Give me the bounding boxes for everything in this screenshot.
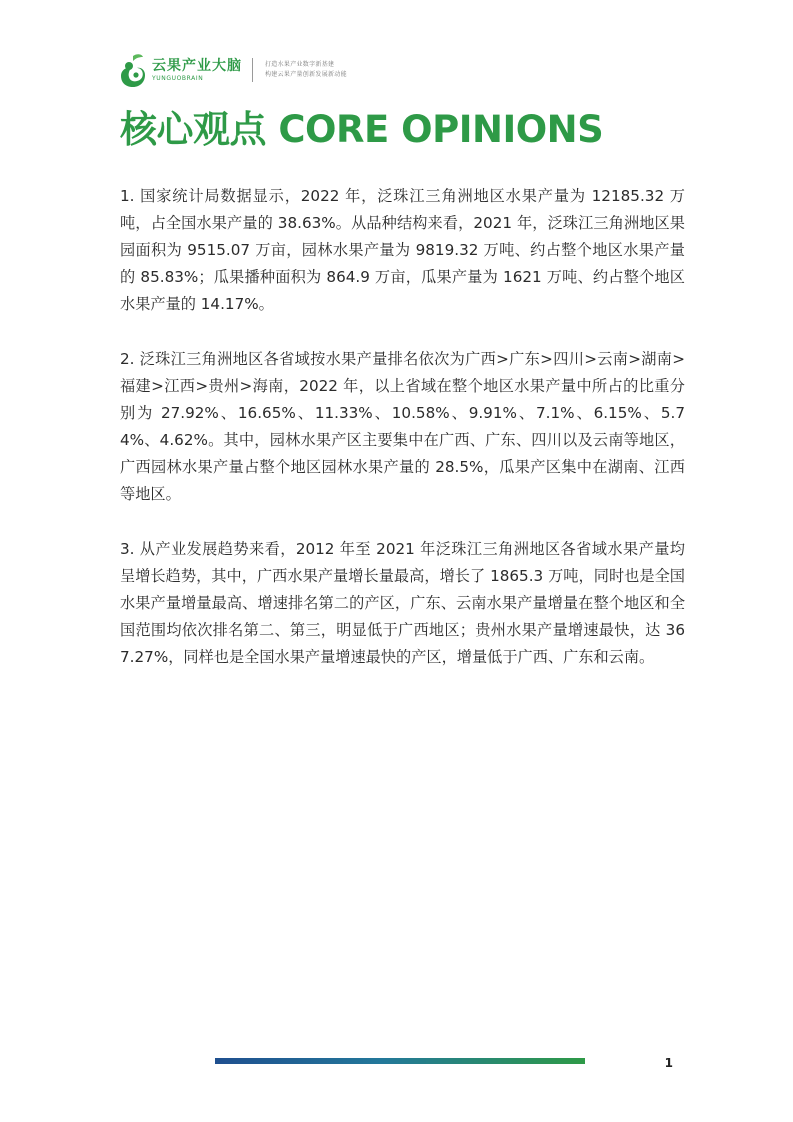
- brand-name-en: YUNGUOBRAIN: [152, 74, 204, 82]
- header-taglines: [265, 60, 347, 80]
- tagline-1: 打造水果产业数字新基建: [265, 61, 335, 68]
- brand-block: [152, 58, 242, 83]
- tagline-2: 构建云果产量创新发展新动能: [265, 71, 347, 78]
- opinion-paragraph-1: 1. 国家统计局数据显示，2022 年，泛珠江三角洲地区水果产量为 12185.32 万吨，占全国水果产量的 38.63%。从品种结构来看，2021 年，泛珠江三角洲地区果园面积为 9515.07 万亩，园林水果产量为 9819.32 万吨、约占整个地区水果产量的 85.83%；瓜果播种面积为 864.9 万亩，瓜果产量为 1621 万吨、约占整个地区水果产量的 14.17%。: [120, 187, 685, 313]
- opinion-paragraph-3: 3. 从产业发展趋势来看，2012 年至 2021 年泛珠江三角洲地区各省域水果产量均呈增长趋势，其中，广西水果产量增长量最高，增长了 1865.3 万吨，同时也是全国水果产量增量最高、增速排名第二的产区，广东、云南水果产量增量在整个地区和全国范围均依次排名第二、第三，明显低于广西地区；贵州水果产量增速最快，达 367.27%，同样也是全国水果产量增速最快的产区，增量低于广西、广东和云南。: [120, 540, 685, 666]
- page-number: 1: [664, 1056, 673, 1070]
- brand-name-cn: 云果产业大脑: [152, 57, 242, 74]
- header-divider: [252, 58, 253, 82]
- page-title: 核心观点 CORE OPINIONS: [120, 108, 604, 151]
- opinions-body: [120, 183, 685, 699]
- opinion-paragraph-2: 2. 泛珠江三角洲地区各省域按水果产量排名依次为广西>广东>四川>云南>湖南>福建>江西>贵州>海南，2022 年，以上省域在整个地区水果产量中所占的比重分别为 27.92%、16.65%、11.33%、10.58%、9.91%、7.1%、6.15%、5.74%、4.62%。其中，园林水果产区主要集中在广西、广东、四川以及云南等地区，广西园林水果产量占整个地区园林水果产量的 28.5%，瓜果产区集中在湖南、江西等地区。: [120, 350, 685, 503]
- footer-gradient-bar: [215, 1058, 585, 1064]
- page-header: [120, 50, 347, 90]
- fruit-logo-icon: [120, 53, 146, 87]
